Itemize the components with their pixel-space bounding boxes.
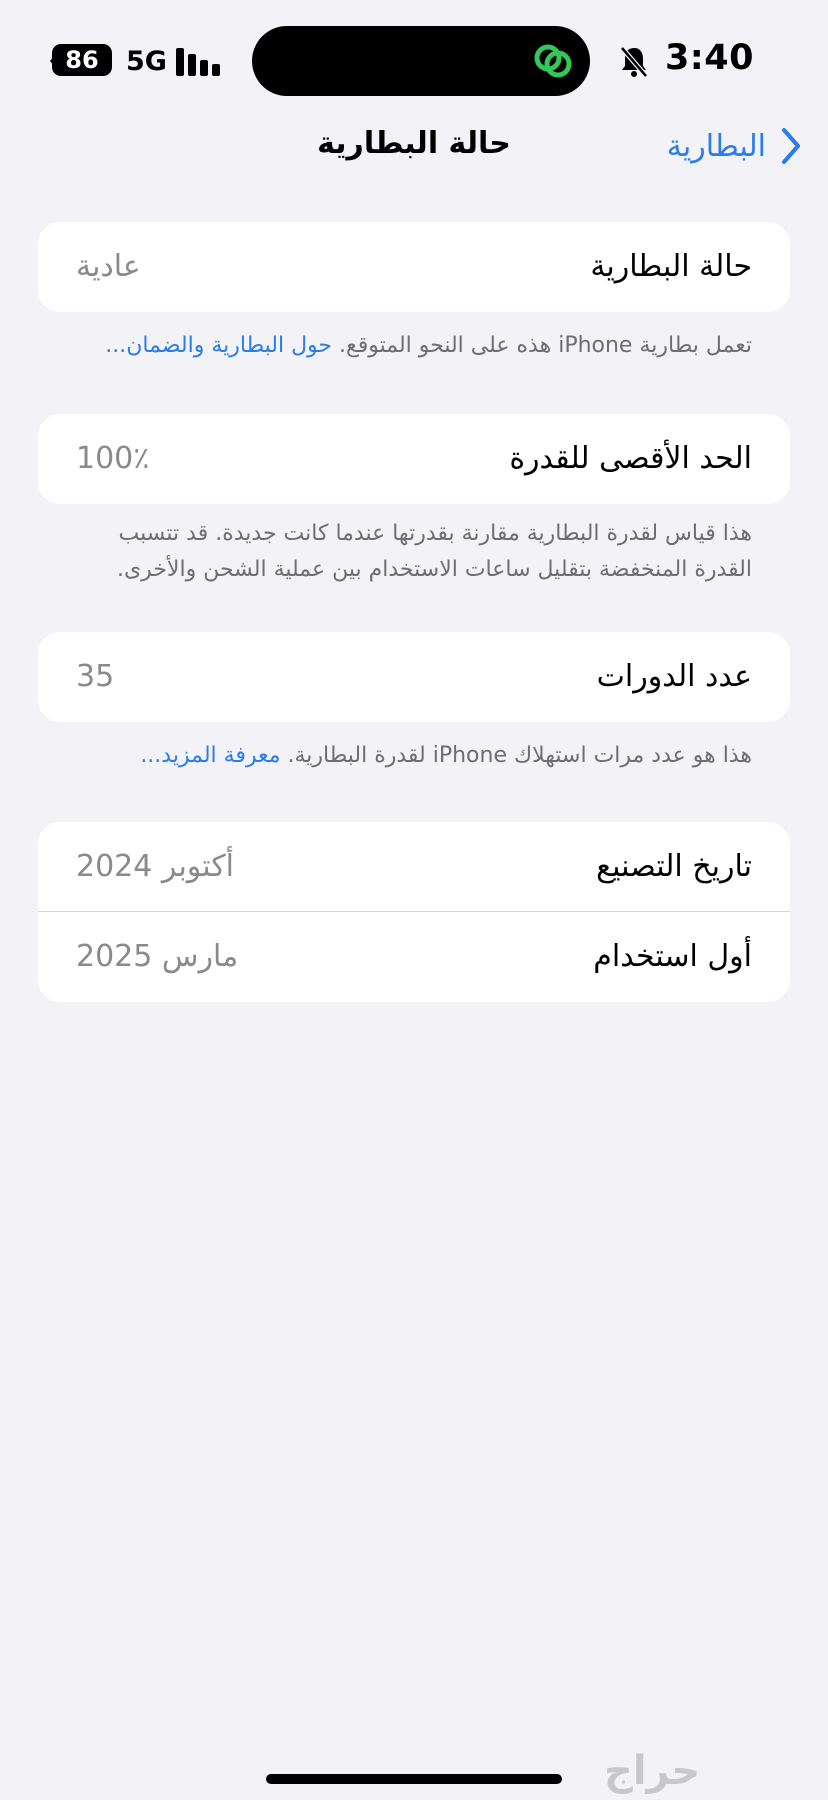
- manufacture-date-value: أكتوبر 2024: [76, 849, 234, 884]
- page-title: حالة البطارية: [317, 126, 511, 161]
- cycle-count-footer: [80, 738, 752, 774]
- back-button[interactable]: [667, 126, 802, 166]
- battery-health-card: [38, 222, 790, 312]
- battery-icon: 86: [52, 44, 112, 76]
- manufacture-date-label: تاريخ التصنيع: [596, 849, 752, 884]
- first-use-row: [38, 912, 790, 1002]
- signal-icon: [176, 46, 220, 76]
- link-icon: [530, 38, 576, 84]
- home-indicator[interactable]: [266, 1774, 562, 1784]
- cycle-count-footer-text: هذا هو عدد مرات استهلاك iPhone لقدرة البطارية.: [280, 743, 752, 768]
- max-capacity-card: [38, 414, 790, 504]
- cycle-count-label: عدد الدورات: [596, 659, 752, 694]
- battery-health-row: [38, 222, 790, 312]
- max-capacity-footer: [80, 516, 752, 588]
- cycle-count-card: [38, 632, 790, 722]
- dates-card: [38, 822, 790, 1002]
- chevron-right-icon: [780, 126, 802, 166]
- dynamic-island[interactable]: [252, 26, 590, 96]
- max-capacity-value: 100٪: [76, 441, 150, 476]
- back-label: البطارية: [666, 128, 766, 164]
- first-use-label: أول استخدام: [593, 939, 752, 974]
- battery-warranty-link[interactable]: حول البطارية والضمان...: [105, 333, 333, 358]
- cycle-count-value: 35: [76, 659, 115, 694]
- battery-health-label: حالة البطارية: [590, 249, 752, 284]
- watermark-logo: حراج: [604, 1748, 701, 1794]
- status-time: 3:40: [664, 38, 754, 78]
- learn-more-link[interactable]: معرفة المزيد...: [140, 743, 281, 768]
- battery-health-footer: [80, 328, 752, 364]
- max-capacity-footer-line2: القدرة المنخفضة بتقليل ساعات الاستخدام بين عملية الشحن والأخرى.: [116, 557, 752, 582]
- manufacture-date-row: [38, 822, 790, 912]
- first-use-value: مارس 2025: [76, 939, 239, 974]
- max-capacity-label: الحد الأقصى للقدرة: [509, 441, 752, 476]
- cycle-count-row: [38, 632, 790, 722]
- battery-health-footer-text: تعمل بطارية iPhone هذه على النحو المتوقع.: [332, 333, 752, 358]
- silent-bell-icon: [619, 45, 649, 79]
- max-capacity-row: [38, 414, 790, 504]
- network-type: 5G: [126, 46, 167, 77]
- battery-health-value: عادية: [76, 249, 141, 284]
- max-capacity-footer-line1: هذا قياس لقدرة البطارية مقارنة بقدرتها عندما كانت جديدة. قد تتسبب: [118, 521, 752, 546]
